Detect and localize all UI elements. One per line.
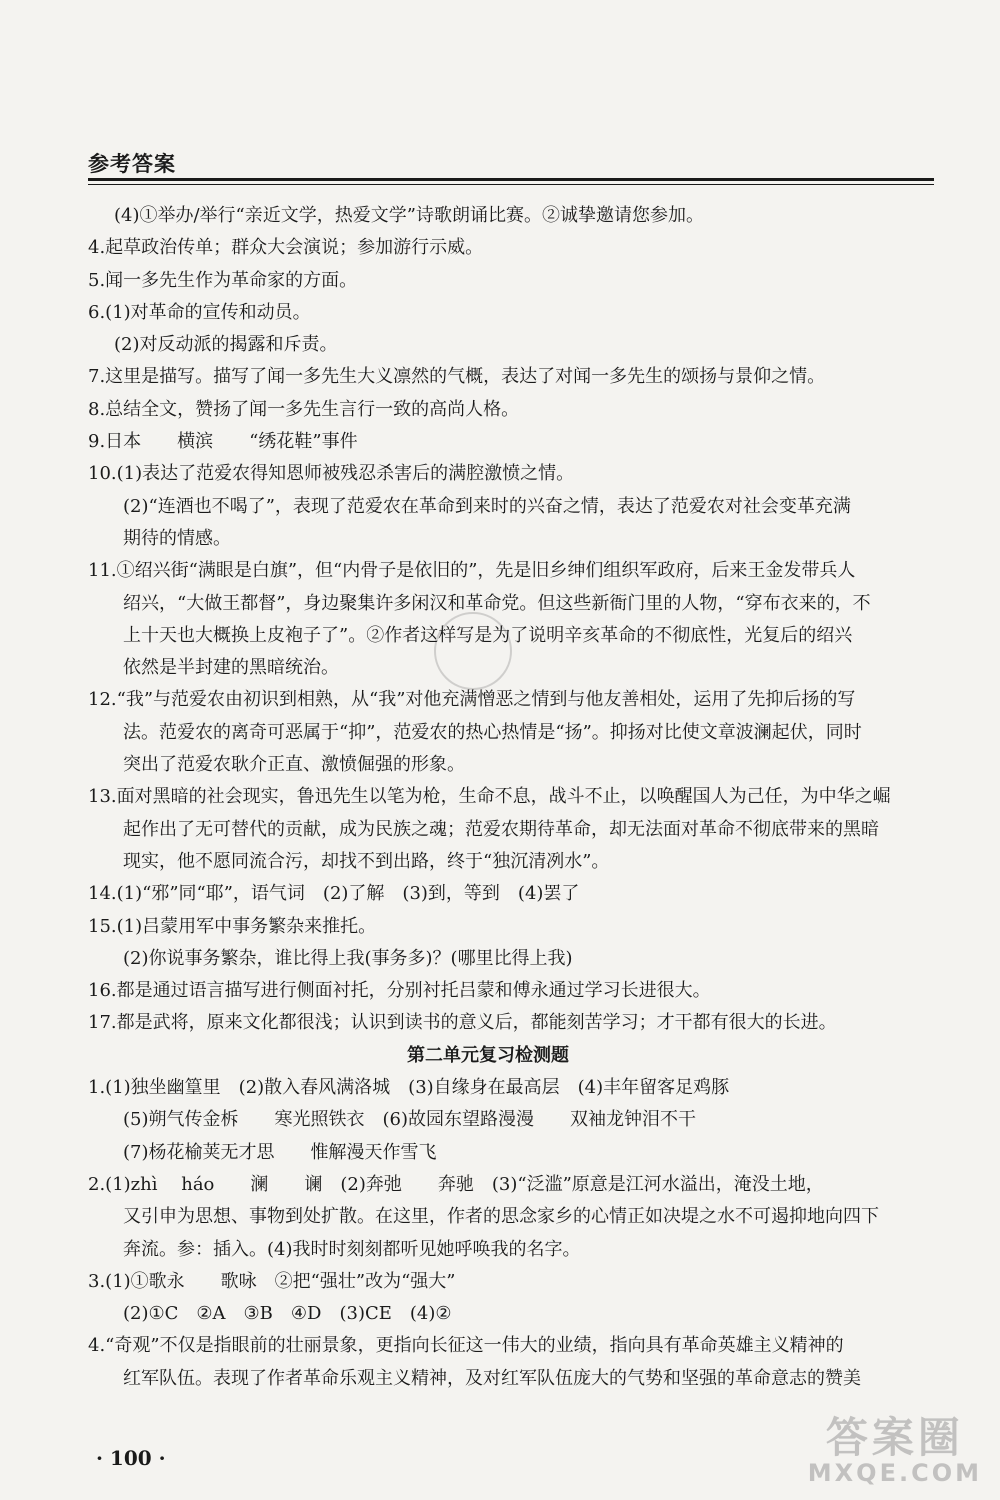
answer-line: 依然是半封建的黑暗统治。 [123,657,339,679]
answer-line: 5.闻一多先生作为革命家的方面。 [88,269,358,291]
site-watermark [808,1405,982,1487]
answer-line: 12.“我”与范爱农由初识到相熟，从“我”对他充满憎恶之情到与他友善相处，运用了先抑后扬的写 [88,689,856,711]
answer-line: 现实，他不愿同流合污，却找不到出路，终于“独沉清冽水”。 [123,850,610,872]
answer-line: (5)朔气传金柝 寒光照铁衣 (6)故园东望路漫漫 双袖龙钟泪不干 [123,1109,696,1131]
watermark-domain-text: MXQE.COM [807,1459,982,1487]
page-header-title: 参考答案 [88,152,176,176]
answer-line: 起作出了无可替代的贡献，成为民族之魂；范爱农期待革命，却无法面对革命不彻底带来的黑暗 [123,818,879,840]
answer-line: 奔流。参：插入。(4)我时时刻刻都听见她呼唤我的名字。 [123,1238,581,1260]
answer-line: 16.都是通过语言描写进行侧面衬托，分别衬托吕蒙和傅永通过学习长进很大。 [88,980,711,1002]
answer-line: (2)你说事务繁杂，谁比得上我(事务多)？(哪里比得上我) [123,947,573,969]
answer-line: 3.(1)①歌永 歌咏 ②把“强壮”改为“强大” [88,1270,456,1292]
answer-line: 8.总结全文，赞扬了闻一多先生言行一致的高尚人格。 [88,398,520,420]
answer-line: (2)对反动派的揭露和斥责。 [114,334,338,356]
answer-line: 红军队伍。表现了作者革命乐观主义精神，及对红军队伍庞大的气势和坚强的革命意志的赞美 [123,1367,861,1389]
answer-line: 2.(1)zhì háo 澜 谰 (2)奔弛 奔驰 (3)“泛滥”原意是江河水溢出，淹没土地， [88,1173,824,1195]
answer-line: 9.日本 横滨 “绣花鞋”事件 [88,431,358,453]
answer-line: 绍兴，“大做王都督”，身边聚集许多闲汉和革命党。但这些新衙门里的人物，“穿布衣来的，不 [123,592,871,614]
section-heading: 第二单元复习检测题 [407,1044,569,1066]
answer-line: 15.(1)吕蒙用军中事务繁杂来推托。 [88,915,377,937]
header-rule-thick [88,178,934,181]
answer-line: 7.这里是描写。描写了闻一多先生大义凛然的气概，表达了对闻一多先生的颂扬与景仰之情。 [88,366,826,388]
answer-line: 6.(1)对革命的宣传和动员。 [88,301,311,323]
answer-line: (7)杨花榆荚无才思 惟解漫天作雪飞 [123,1141,437,1163]
answer-line: (2)“连酒也不喝了”，表现了范爱农在革命到来时的兴奋之情，表达了范爱农对社会变革充满 [123,495,851,517]
answer-line: 10.(1)表达了范爱农得知恩师被残忍杀害后的满腔激愤之情。 [88,463,575,485]
page-number: · 100 · [96,1446,166,1470]
answer-line: 17.都是武将，原来文化都很浅；认识到读书的意义后，都能刻苦学习；才干都有很大的长进。 [88,1012,837,1034]
answer-content [88,200,948,1395]
answer-line: 11.①绍兴街“满眼是白旗”，但“内骨子是依旧的”，先是旧乡绅们组织军政府，后来王金发带兵人 [88,560,856,582]
answer-line: 13.面对黑暗的社会现实，鲁迅先生以笔为枪，生命不息，战斗不止，以唤醒国人为己任，为中华之崛 [88,786,891,808]
answer-line: (2)①C ②A ③B ④D (3)CE (4)② [123,1303,452,1325]
header-rule-thin [88,184,934,185]
answer-line: 4.“奇观”不仅是指眼前的壮丽景象，更指向长征这一伟大的业绩，指向具有革命英雄主义精神的 [88,1335,844,1357]
answer-line: 突出了范爱农耿介正直、激愤倔强的形象。 [123,754,465,776]
answer-line: 14.(1)“邪”同“耶”，语气词 (2)了解 (3)到，等到 (4)罢了 [88,883,580,905]
answer-line: 法。范爱农的离奇可恶属于“抑”，范爱农的热心热情是“扬”。抑扬对比使文章波澜起伏，同时 [123,721,862,743]
answer-line: 上十天也大概换上皮袍子了”。②作者这样写是为了说明辛亥革命的不彻底性，光复后的绍兴 [123,624,853,646]
answer-line: 4.起草政治传单；群众大会演说；参加游行示威。 [88,237,484,259]
answer-line: (4)①举办/举行“亲近文学，热爱文学”诗歌朗诵比赛。②诚挚邀请您参加。 [114,205,704,226]
watermark-logo-text: 答案圈 [825,1413,964,1462]
answer-line: 又引申为思想、事物到处扩散。在这里，作者的思念家乡的心情正如决堤之水不可遏抑地向四下 [123,1206,879,1228]
answer-line: 1.(1)独坐幽篁里 (2)散入春风满洛城 (3)自缘身在最高层 (4)丰年留客足鸡豚 [88,1077,730,1099]
answer-line: 期待的情感。 [123,527,231,549]
